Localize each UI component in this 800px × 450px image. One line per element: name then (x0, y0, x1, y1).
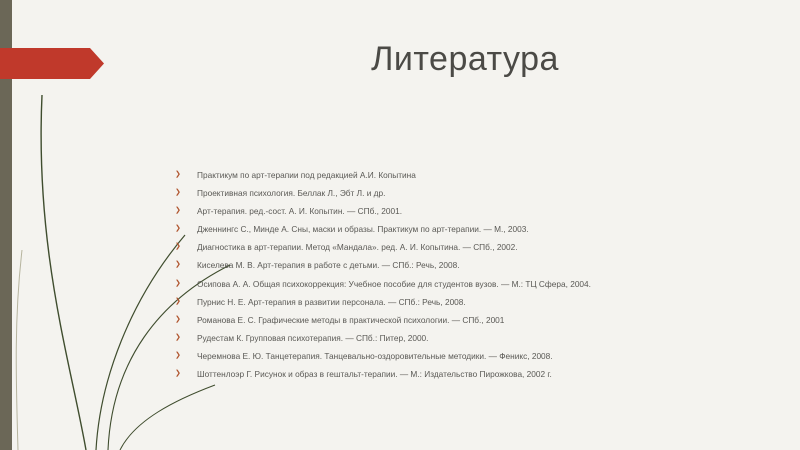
chevron-right-icon: ❯ (175, 189, 181, 197)
reference-list (173, 166, 773, 383)
list-item (173, 166, 773, 184)
list-item (173, 256, 773, 274)
reference-text: Рудестам К. Групповая психотерапия. — СПб.: Питер, 2000. (197, 332, 429, 343)
list-item (173, 220, 773, 238)
chevron-right-icon: ❯ (175, 333, 181, 341)
reference-text: Шоттенлоэр Г. Рисунок и образ в гештальт-терапии. — М.: Издательство Пирожкова, 2002 г. (197, 369, 552, 380)
reference-text: Романова Е. С. Графические методы в практической психологии. — СПб., 2001 (197, 314, 505, 325)
list-item (173, 347, 773, 365)
list-item (173, 293, 773, 311)
slide-title: Литература (371, 40, 559, 78)
reference-text: Черемнова Е. Ю. Танцетерапия. Танцевально-оздоровительные методики. — Феникс, 2008. (197, 350, 553, 361)
list-item (173, 365, 773, 383)
list-item (173, 184, 773, 202)
reference-text: Диагностика в арт-терапии. Метод «Мандала». ред. А. И. Копытина. — СПб., 2002. (197, 242, 518, 253)
chevron-right-icon: ❯ (175, 225, 181, 233)
list-item (173, 275, 773, 293)
list-item (173, 238, 773, 256)
list-item (173, 329, 773, 347)
reference-text: Арт-терапия. ред.-сост. А. И. Копытин. — СПб., 2001. (197, 206, 402, 217)
chevron-right-icon: ❯ (175, 370, 181, 378)
chevron-right-icon: ❯ (175, 315, 181, 323)
chevron-right-icon: ❯ (175, 171, 181, 178)
reference-text: Пурнис Н. Е. Арт-терапия в развитии персонала. — СПб.: Речь, 2008. (197, 296, 466, 307)
reference-text: Практикум по арт-терапии под редакцией А.И. Копытина (197, 170, 416, 180)
chevron-right-icon: ❯ (175, 351, 181, 359)
reference-text: Проективная психология. Беллак Л., Эбт Л. и др. (197, 188, 386, 199)
chevron-right-icon: ❯ (175, 207, 181, 215)
list-item (173, 202, 773, 220)
chevron-right-icon: ❯ (175, 297, 181, 305)
chevron-right-icon: ❯ (175, 243, 181, 251)
chevron-right-icon: ❯ (175, 279, 181, 287)
list-item (173, 311, 773, 329)
reference-text: Киселева М. В. Арт-терапия в работе с детьми. — СПб.: Речь, 2008. (197, 260, 460, 271)
reference-text: Осипова А. А. Общая психокоррекция: Учебное пособие для студентов вузов. — М.: ТЦ Сфера, 2004. (197, 278, 591, 289)
reference-text: Дженнингс С., Минде А. Сны, маски и образы. Практикум по арт-терапии. — М., 2003. (197, 224, 529, 235)
title-accent-arrow (0, 48, 104, 79)
chevron-right-icon: ❯ (175, 261, 181, 269)
